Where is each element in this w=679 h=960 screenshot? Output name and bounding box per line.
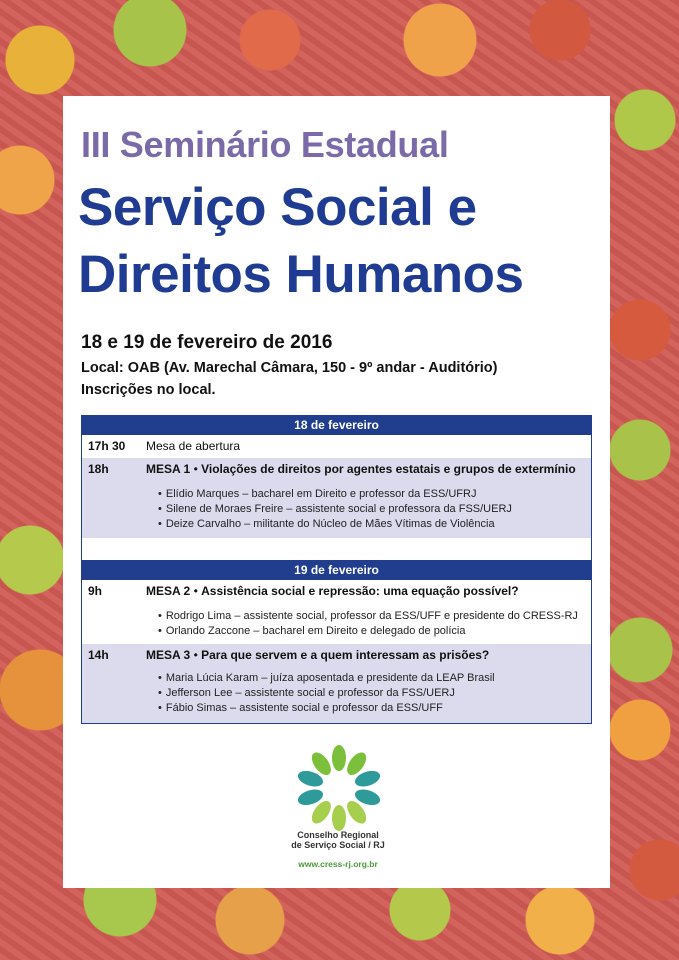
speaker-item: • Elídio Marques – bacharel em Direito e professor da ESS/UFRJ <box>158 487 512 502</box>
row-label: MESA 3 • Para que servem e a quem interessam as prisões? <box>146 648 490 662</box>
day1-header: 18 de fevereiro <box>81 415 592 435</box>
cress-hands-logo-icon <box>294 742 384 832</box>
speaker-list <box>158 609 578 639</box>
mesa-name: MESA 3 <box>146 648 191 662</box>
schedule-row-abertura <box>81 435 592 458</box>
row-time: 18h <box>88 462 109 476</box>
org-name-line2: de Serviço Social / RJ <box>291 840 385 850</box>
speaker-list <box>158 487 512 532</box>
main-title: Serviço Social e Direitos Humanos <box>78 178 524 304</box>
mesa-name: MESA 1 <box>146 462 191 476</box>
schedule-row-mesa3 <box>81 644 592 724</box>
row-time: 17h 30 <box>88 439 126 453</box>
mesa-theme: Violações de direitos por agentes estatais e grupos de extermínio <box>201 462 576 476</box>
row-label: MESA 2 • Assistência social e repressão: uma equação possível? <box>146 584 519 598</box>
mesa-name: MESA 2 <box>146 584 191 598</box>
org-url-link[interactable]: www.cress-rj.org.br <box>298 859 378 869</box>
mesa-theme: Assistência social e repressão: uma equação possível? <box>201 584 519 598</box>
schedule-row-mesa2 <box>81 580 592 644</box>
day-spacer <box>81 538 592 560</box>
speaker-item: • Orlando Zaccone – bacharel em Direito e delegado de polícia <box>158 624 578 639</box>
speaker-item: • Deize Carvalho – militante do Núcleo de Mães Vítimas de Violência <box>158 517 512 532</box>
row-label: Mesa de abertura <box>146 439 241 453</box>
day2-header: 19 de fevereiro <box>81 560 592 580</box>
registration-note: Inscrições no local. <box>81 382 216 398</box>
edition-title: III Seminário Estadual <box>81 124 449 165</box>
speaker-item: • Silene de Moraes Freire – assistente social e professora da FSS/UERJ <box>158 502 512 517</box>
speaker-item: • Rodrigo Lima – assistente social, professor da ESS/UFF e presidente do CRESS-RJ <box>158 609 578 624</box>
row-label: MESA 1 • Violações de direitos por agentes estatais e grupos de extermínio <box>146 462 576 476</box>
mesa-theme: Para que servem e a quem interessam as prisões? <box>201 648 490 662</box>
row-time: 14h <box>88 648 109 662</box>
schedule-row-mesa1 <box>81 458 592 538</box>
speaker-item: • Jefferson Lee – assistente social e professor da FSS/UERJ <box>158 686 495 701</box>
speaker-item: • Fábio Simas – assistente social e professor da ESS/UFF <box>158 701 495 716</box>
row-time: 9h <box>88 584 103 598</box>
speaker-list <box>158 671 495 716</box>
event-date: 18 e 19 de fevereiro de 2016 <box>81 332 333 353</box>
speaker-item: • Maria Lúcia Karam – juíza aposentada e presidente da LEAP Brasil <box>158 671 495 686</box>
org-name-line1: Conselho Regional <box>297 830 379 840</box>
event-location: Local: OAB (Av. Marechal Câmara, 150 - 9º andar - Auditório) <box>81 360 498 376</box>
org-name <box>280 830 396 850</box>
